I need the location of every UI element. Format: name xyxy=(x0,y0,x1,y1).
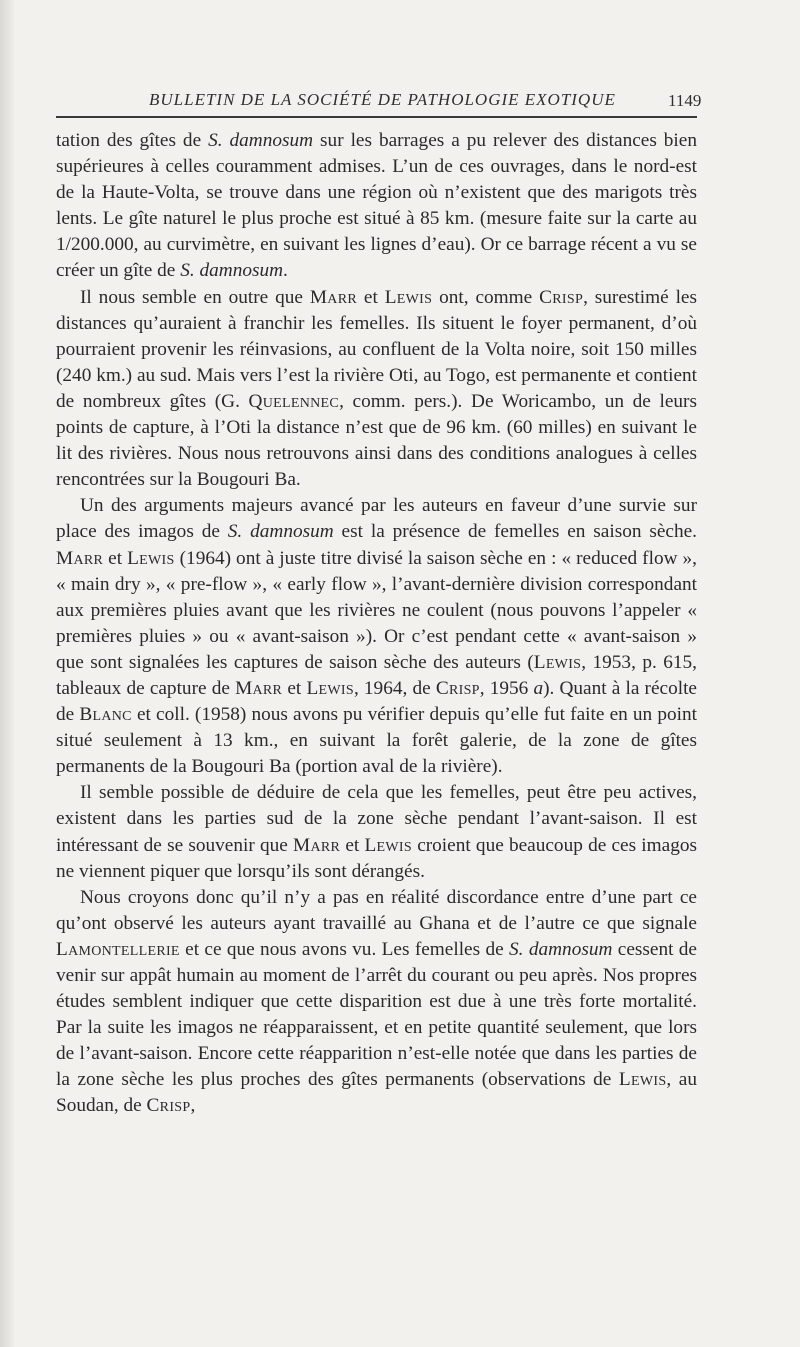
text-run: sur les barrages a pu relever des distances bien supérieures à celles couramment admises. L’un de ces ouvrages, dans le nord-est de la Haute-Volta, se trouve dans une région où n’existent que des marigots très lents. Le gîte naturel le plus proche est situé à 85 km. (mesure faite sur la carte au 1/200.000, au curvimètre, en suivant les lignes d’eau). Or ce barrage récent a vu se créer un gîte de xyxy=(56,130,697,282)
author-name: Crisp xyxy=(435,677,480,699)
text-run: , 1964, de xyxy=(353,677,436,699)
header-rule xyxy=(56,116,697,118)
text-run: , 1953, p. 615, tableaux de capture de xyxy=(56,651,697,699)
text-run: ). Quant à la récolte de xyxy=(56,677,697,726)
text-run: Il nous semble en outre que xyxy=(80,286,310,308)
text-run: croient que beaucoup de ces imagos ne viennent piquer que lorsqu’ils sont dérangés. xyxy=(56,834,697,882)
author-name: Marr xyxy=(56,547,104,569)
author-name: Lewis xyxy=(384,286,433,308)
running-header xyxy=(0,86,800,116)
text-run: , comm. pers.). De Woricambo, un de leurs points de capture, à l’Oti la distance n’est que de 96 km. (60 milles) en suivant le lit des rivières. Nous nous retrouvons ainsi dans des conditions analogues à celles rencontrées sur la Bougouri Ba. xyxy=(56,390,697,491)
text-run: , xyxy=(190,1095,196,1117)
journal-running-title: BULLETIN DE LA SOCIÉTÉ DE PATHOLOGIE EXOTIQUE xyxy=(149,90,616,109)
text-run: , 1956 xyxy=(479,677,534,699)
author-name: Lewis xyxy=(306,677,354,699)
text-run: est la présence de femelles en saison sèche. xyxy=(333,521,697,543)
author-name: Lamontellerie xyxy=(56,938,180,960)
author-name: Quelennec xyxy=(248,390,340,412)
author-name: Marr xyxy=(293,834,341,856)
paragraph xyxy=(56,780,697,884)
text-run: et ce que nous avons vu. Les femelles de xyxy=(179,938,510,960)
page-number: 1149 xyxy=(668,91,702,110)
text-run: ont, comme xyxy=(432,286,540,308)
author-name: Lewis xyxy=(618,1069,667,1091)
text-run: Nous croyons donc qu’il n’y a pas en réalité discordance entre d’une part ce qu’ont observé les auteurs ayant travaillé au Ghana et de l’autre ce que signale xyxy=(56,886,697,934)
text-run: et xyxy=(282,677,307,699)
page-edge-shadow xyxy=(0,0,14,1347)
paragraph xyxy=(56,285,697,494)
author-name: Crisp xyxy=(146,1095,191,1117)
text-run: et coll. (1958) nous avons pu vérifier depuis qu’elle fut faite en un point situé seulement à 13 km., en suivant la forêt galerie, de la zone de gîtes permanents de la Bougouri Ba (portion aval de la rivière). xyxy=(56,704,697,778)
article-body xyxy=(56,128,697,1120)
italic-term: S. damnosum xyxy=(227,521,334,543)
author-name: Lewis xyxy=(127,547,175,569)
text-run: . xyxy=(283,260,288,282)
author-name: Crisp xyxy=(539,286,584,308)
paragraph xyxy=(56,885,697,1120)
italic-term: S. damnosum xyxy=(509,938,613,960)
text-run: tation des gîtes de xyxy=(56,130,209,151)
text-run: cessent de venir sur appât humain au moment de l’arrêt du courant ou peu après. Nos propres études semblent indiquer que cette disparition est due à une très forte mortalité. Par la suite les imagos ne réapparaissent, et en petite quantité seulement, que lors de l’avant-saison. Encore cette réapparition n’est-elle notée que dans les parties de la zone sèche les plus proches des gîtes permanents (observations de xyxy=(56,938,697,1091)
text-run: et xyxy=(340,834,365,856)
text-run: Un des arguments majeurs avancé par les auteurs en faveur d’une survie sur place des imagos de xyxy=(56,495,697,543)
italic-term: a xyxy=(533,677,544,699)
text-run: , au Soudan, de xyxy=(56,1069,698,1117)
author-name: Lewis xyxy=(364,834,412,856)
text-run: et xyxy=(103,547,128,569)
text-run: , surestimé les distances qu’auraient à franchir les femelles. Ils situent le foyer permanent, d’où pourraient provenir les réinvasions, au confluent de la Volta noire, soit 150 milles (240 km.) au sud. Mais vers l’est la rivière Oti, au Togo, est permanente et contient de nombreux gîtes (G. xyxy=(56,286,697,412)
author-name: Marr xyxy=(235,677,283,699)
paragraph xyxy=(56,493,697,780)
italic-term: S. damnosum xyxy=(180,260,284,282)
paragraph xyxy=(56,128,697,285)
author-name: Lewis xyxy=(533,651,582,673)
italic-term: S. damnosum xyxy=(208,130,314,151)
author-name: Blanc xyxy=(79,704,132,726)
text-run: et xyxy=(357,286,385,308)
author-name: Marr xyxy=(309,286,357,308)
text-run: (1964) ont à juste titre divisé la saison sèche en : « reduced flow », « main dry », « pre-flow », « early flow », l’avant-dernière division correspondant aux premières pluies avant que les rivières ne coulent (nous pouvons l’appeler « premières pluies » ou « avant-saison »). Or c’est pendant cette « avant-saison » que sont signalées les captures de saison sèche des auteurs ( xyxy=(56,547,697,673)
text-run: Il semble possible de déduire de cela que les femelles, peut être peu actives, existent dans les parties sud de la zone sèche pendant l’avant-saison. Il est intéressant de se souvenir que xyxy=(56,782,697,856)
